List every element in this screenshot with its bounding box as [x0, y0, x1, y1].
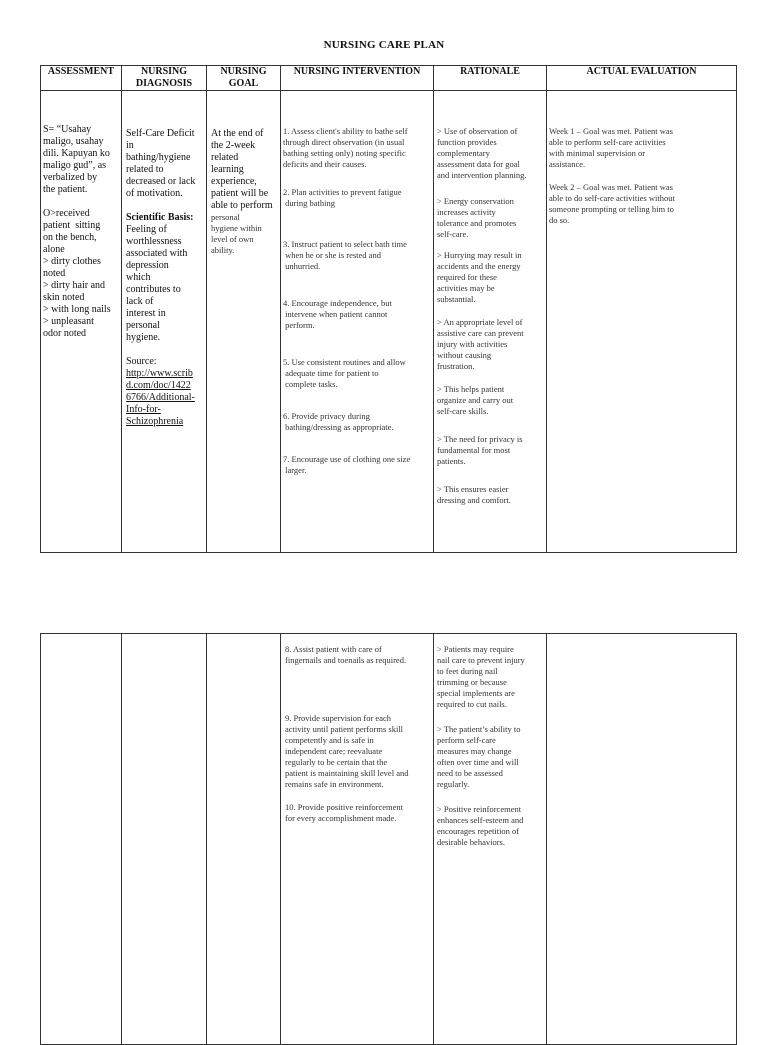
text-line: verbalized by	[43, 172, 98, 183]
text-line: depression	[126, 260, 169, 271]
text-line: > The need for privacy is	[437, 434, 523, 444]
text-line: Feeling of	[126, 224, 167, 235]
text-line: dressing and comfort.	[437, 495, 511, 505]
rationale-item	[437, 384, 544, 417]
scientific-basis-text	[126, 224, 204, 344]
document-title: NURSING CARE PLAN	[323, 39, 445, 51]
text-line: maligo gud”, as	[43, 160, 107, 171]
intervention-item	[285, 713, 431, 790]
intervention-item	[283, 454, 431, 476]
text-line: 10. Provide positive reinforcement	[285, 802, 404, 812]
text-line: > Hurrying may result in	[437, 250, 522, 260]
text-line: required for these	[437, 272, 497, 282]
text-line: required to cut nails.	[437, 699, 507, 709]
care-plan-table	[40, 65, 737, 553]
text-line: the patient.	[43, 184, 88, 195]
text-line: when he or she is rested and	[283, 250, 381, 260]
text-line: > Positive reinforcement	[437, 804, 522, 814]
text-line: complementary	[437, 148, 490, 158]
text-line: able to perform	[211, 200, 273, 211]
text-line: fingernails and toenails as required.	[285, 655, 407, 665]
plan-row	[41, 91, 737, 553]
rationale-item	[437, 250, 544, 305]
text-line: 4. Encourage independence, but	[283, 298, 392, 308]
text-line: http://www.scrib	[126, 368, 193, 379]
text-line: without causing	[437, 350, 492, 360]
goal-text-small	[211, 212, 278, 256]
intervention-cell	[281, 91, 434, 553]
rationale-item	[437, 724, 544, 790]
text-line: alone	[43, 244, 65, 255]
text-line: patients.	[437, 456, 466, 466]
text-line: adequate time for patient to	[283, 368, 379, 378]
header-evaluation: ACTUAL EVALUATION	[547, 66, 737, 91]
text-line: odor noted	[43, 328, 87, 339]
text-line: organize and carry out	[437, 395, 514, 405]
text-line: Week 1 – Goal was met. Patient was	[549, 126, 673, 136]
text-line: patient will be	[211, 188, 269, 199]
text-line: with minimal supervision or	[549, 148, 646, 158]
text-line: to feet during nail	[437, 666, 498, 676]
text-line: experience,	[211, 176, 257, 187]
text-line: unhurried.	[283, 261, 321, 271]
text-line: contributes to	[126, 284, 181, 295]
text-line: need to be assessed	[437, 768, 503, 778]
goal-cell-empty	[207, 634, 281, 1045]
subjective-data	[43, 124, 119, 196]
intervention-item	[283, 411, 431, 433]
text-line: > An appropriate level of	[437, 317, 523, 327]
text-line: injury with activities	[437, 339, 508, 349]
text-line: worthlessness	[126, 236, 182, 247]
text-line: measures may change	[437, 746, 512, 756]
diagnosis-cell-empty	[122, 634, 207, 1045]
text-line: for every accomplishment made.	[285, 813, 397, 823]
text-line: lack of	[126, 296, 154, 307]
text-line: substantial.	[437, 294, 476, 304]
text-line: encourages repetition of	[437, 826, 520, 836]
goal-cell	[207, 91, 281, 553]
evaluation-cell-empty	[547, 634, 737, 1045]
text-line: > Patients may require	[437, 644, 514, 654]
text-line: > This ensures easier	[437, 484, 509, 494]
text-line: hygiene within	[211, 223, 262, 233]
text-line: and intervention planning.	[437, 170, 527, 180]
intervention-item	[285, 802, 431, 824]
text-line: dili. Kapuyan ko	[43, 148, 110, 159]
text-line: 6766/Additional-	[126, 392, 195, 403]
text-line: S= “Usahay	[43, 124, 92, 135]
text-line: assistance.	[549, 159, 586, 169]
text-line: regularly.	[437, 779, 470, 789]
source-label: Source:	[126, 356, 157, 367]
objective-data	[43, 208, 119, 340]
text-line: 9. Provide supervision for each	[285, 713, 391, 723]
care-plan-table-continued	[40, 633, 737, 1045]
text-line: maligo, usahay	[43, 136, 104, 147]
text-line: ability.	[211, 245, 235, 255]
rationale-item	[437, 126, 544, 181]
diagnosis-cell	[122, 91, 207, 553]
text-line: often over time and will	[437, 757, 519, 767]
text-line: self-care.	[437, 229, 469, 239]
intervention-item	[285, 644, 431, 666]
text-line: d.com/doc/1422	[126, 380, 191, 391]
assessment-cell-empty	[41, 634, 122, 1045]
text-line: bathing/dressing as appropriate.	[283, 422, 394, 432]
text-line: through direct observation (in usual	[283, 137, 405, 147]
text-line: > Use of observation of	[437, 126, 518, 136]
intervention-item	[283, 126, 431, 170]
evaluation-cell	[547, 91, 737, 553]
text-line: intervene when patient cannot	[283, 309, 388, 319]
rationale-item	[437, 644, 544, 710]
goal-text	[211, 128, 278, 212]
text-line: patient sitting	[43, 220, 101, 231]
text-line: > The patient’s ability to	[437, 724, 521, 734]
rationale-item	[437, 484, 544, 506]
text-line: Self-Care Deficit	[126, 128, 195, 139]
intervention-item	[283, 187, 431, 209]
text-line: Schizophrenia	[126, 416, 184, 427]
intervention-item	[283, 357, 431, 390]
text-line: O>received	[43, 208, 90, 219]
text-line: enhances self-esteem and	[437, 815, 524, 825]
evaluation-week-1	[549, 126, 734, 170]
text-line: skin noted	[43, 292, 85, 303]
intervention-cell	[281, 634, 434, 1045]
text-line: 8. Assist patient with care of	[285, 644, 382, 654]
header-diagnosis: NURSING DIAGNOSIS	[122, 66, 207, 91]
text-line: special implements are	[437, 688, 515, 698]
rationale-item	[437, 317, 544, 372]
text-line: bathing setting only) noting specific	[283, 148, 406, 158]
text-line: > This helps patient	[437, 384, 505, 394]
rationale-item	[437, 434, 544, 467]
text-line: 1. Assess client's ability to bathe self	[283, 126, 408, 136]
text-line: during bathing	[283, 198, 335, 208]
text-line: fundamental for most	[437, 445, 511, 455]
text-line: desirable behaviors.	[437, 837, 505, 847]
plan-row-continued	[41, 634, 737, 1045]
source-link[interactable]	[126, 368, 204, 428]
text-line: learning	[211, 164, 244, 175]
text-line: do so.	[549, 215, 570, 225]
text-line: of motivation.	[126, 188, 183, 199]
text-line: in	[126, 140, 134, 151]
text-line: able to perform self-care activities	[549, 137, 666, 147]
text-line: someone prompting or telling him to	[549, 204, 674, 214]
text-line: personal	[126, 320, 160, 331]
text-line: assessment data for goal	[437, 159, 520, 169]
text-line: accidents and the energy	[437, 261, 521, 271]
text-line: patient is maintaining skill level and	[285, 768, 409, 778]
text-line: 6. Provide privacy during	[283, 411, 370, 421]
text-line: Week 2 – Goal was met. Patient was	[549, 182, 673, 192]
evaluation-week-2	[549, 182, 734, 226]
text-line: related to	[126, 164, 164, 175]
header-row	[41, 66, 737, 91]
text-line: trimming or because	[437, 677, 507, 687]
text-line: larger.	[283, 465, 307, 475]
text-line: > with long nails	[43, 304, 111, 315]
text-line: hygiene.	[126, 332, 161, 343]
text-line: function provides	[437, 137, 497, 147]
text-line: regularly to be certain that the	[285, 757, 388, 767]
text-line: noted	[43, 268, 66, 279]
text-line: increases activity	[437, 207, 496, 217]
text-line: nail care to prevent injury	[437, 655, 525, 665]
text-line: competently and is safe in	[285, 735, 374, 745]
header-goal: NURSING GOAL	[207, 66, 281, 91]
text-line: bathing/hygiene	[126, 152, 191, 163]
intervention-item	[283, 239, 431, 272]
scientific-basis-label: Scientific Basis:	[126, 212, 194, 223]
text-line: level of own	[211, 234, 254, 244]
text-line: which	[126, 272, 151, 283]
rationale-item	[437, 804, 544, 848]
text-line: 3. Instruct patient to select bath time	[283, 239, 407, 249]
text-line: > dirty hair and	[43, 280, 106, 291]
text-line: perform self-care	[437, 735, 496, 745]
text-line: activities may be	[437, 283, 495, 293]
text-line: complete tasks.	[283, 379, 338, 389]
header-rationale: RATIONALE	[434, 66, 547, 91]
assessment-cell	[41, 91, 122, 553]
text-line: > unpleasant	[43, 316, 94, 327]
text-line: tolerance and promotes	[437, 218, 517, 228]
text-line: associated with	[126, 248, 188, 259]
text-line: At the end of	[211, 128, 264, 139]
text-line: assistive care can prevent	[437, 328, 524, 338]
text-line: on the bench,	[43, 232, 97, 243]
text-line: deficits and their causes.	[283, 159, 367, 169]
intervention-item	[283, 298, 431, 331]
text-line: frustration.	[437, 361, 475, 371]
rationale-cell	[434, 634, 547, 1045]
rationale-item	[437, 196, 544, 240]
diagnosis-text	[126, 128, 204, 200]
text-line: perform.	[283, 320, 315, 330]
text-line: able to do self-care activities without	[549, 193, 675, 203]
text-line: the 2-week	[211, 140, 256, 151]
text-line: interest in	[126, 308, 166, 319]
header-intervention: NURSING INTERVENTION	[281, 66, 434, 91]
text-line: 5. Use consistent routines and allow	[283, 357, 406, 367]
text-line: decreased or lack	[126, 176, 196, 187]
text-line: independent care; reevaluate	[285, 746, 383, 756]
text-line: related	[211, 152, 239, 163]
text-line: > dirty clothes	[43, 256, 101, 267]
text-line: 2. Plan activities to prevent fatigue	[283, 187, 402, 197]
rationale-cell	[434, 91, 547, 553]
text-line: Info-for-	[126, 404, 161, 415]
text-line: > Energy conservation	[437, 196, 514, 206]
header-assessment: ASSESSMENT	[41, 66, 122, 91]
text-line: remains safe in environment.	[285, 779, 384, 789]
text-line: activity until patient performs skill	[285, 724, 404, 734]
text-line: self-care skills.	[437, 406, 489, 416]
text-line: 7. Encourage use of clothing one size	[283, 454, 411, 464]
text-line: personal	[211, 212, 240, 222]
